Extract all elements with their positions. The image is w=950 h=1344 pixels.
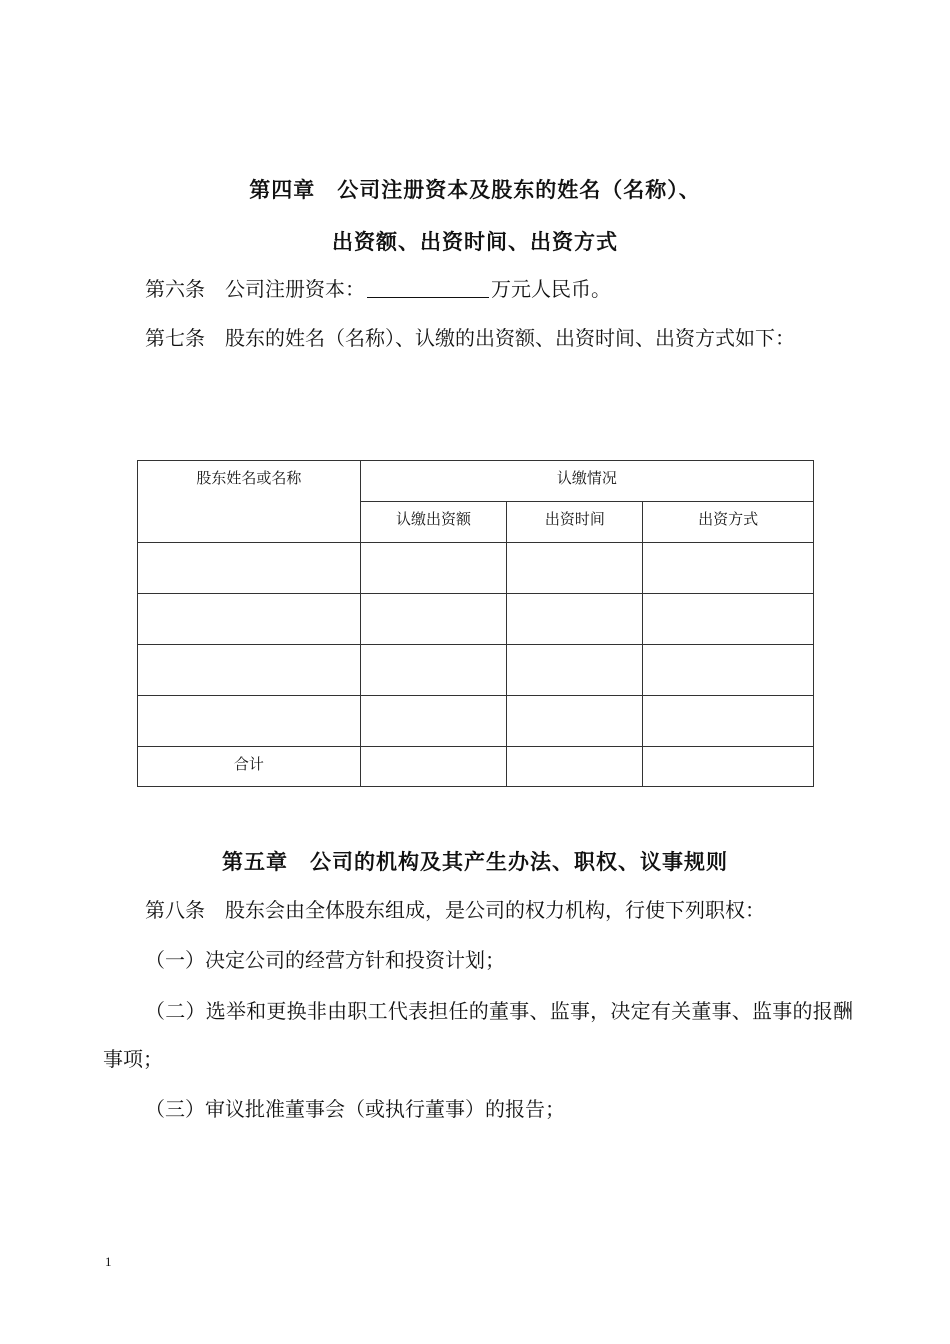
list-item: （二）选举和更换非由职工代表担任的董事、监事，决定有关董事、监事的报酬事项； xyxy=(103,999,853,1071)
table-cell xyxy=(507,645,643,696)
list-item: （一）决定公司的经营方针和投资计划； xyxy=(145,948,505,972)
table-cell xyxy=(643,747,814,787)
table-cell xyxy=(507,543,643,594)
registered-capital-blank xyxy=(367,279,489,298)
header-subscribed-amount: 认缴出资额 xyxy=(360,502,507,543)
article-6-label: 第六条 xyxy=(145,277,205,301)
capital-contribution-table xyxy=(137,460,814,787)
header-contribution-time: 出资时间 xyxy=(507,502,643,543)
chapter-5-title: 第五章 公司的机构及其产生办法、职权、议事规则 xyxy=(222,849,728,874)
table-cell xyxy=(138,594,361,645)
table-cell xyxy=(360,696,507,747)
list-item: （三）审议批准董事会（或执行董事）的报告； xyxy=(145,1097,565,1121)
table-cell xyxy=(360,645,507,696)
table-cell xyxy=(643,645,814,696)
table-row xyxy=(138,543,814,594)
table-row xyxy=(138,696,814,747)
article-7-label: 第七条 xyxy=(145,326,205,350)
table-row xyxy=(138,594,814,645)
table-cell xyxy=(643,543,814,594)
table-cell xyxy=(360,594,507,645)
header-shareholder: 股东姓名或名称 xyxy=(138,461,361,543)
table-cell xyxy=(138,645,361,696)
article-7 xyxy=(103,314,853,362)
header-contribution-method: 出资方式 xyxy=(643,502,814,543)
table-row xyxy=(138,645,814,696)
table-cell xyxy=(138,696,361,747)
total-label: 合计 xyxy=(138,747,361,787)
table-cell xyxy=(138,543,361,594)
header-subscription: 认缴情况 xyxy=(360,461,813,502)
table-total-row xyxy=(138,747,814,787)
table-cell xyxy=(507,594,643,645)
chapter-4-title-line-1: 第四章 公司注册资本及股东的姓名（名称）、 xyxy=(249,177,701,202)
article-6-text-before: 公司注册资本： xyxy=(225,277,365,301)
article-7-text: 股东的姓名（名称）、认缴的出资额、出资时间、出资方式如下： xyxy=(225,326,795,350)
article-6 xyxy=(103,265,853,313)
table-cell xyxy=(507,696,643,747)
article-8 xyxy=(103,886,853,934)
table-cell xyxy=(360,747,507,787)
article-8-text: 股东会由全体股东组成，是公司的权力机构，行使下列职权： xyxy=(225,898,765,922)
table-cell xyxy=(507,747,643,787)
page-number: 1 xyxy=(105,1254,112,1269)
chapter-4-title-line-2: 出资额、出资时间、出资方式 xyxy=(332,229,618,254)
table-header-row xyxy=(138,461,814,502)
table-cell xyxy=(643,696,814,747)
article-6-text-after: 万元人民币。 xyxy=(491,277,611,301)
article-8-label: 第八条 xyxy=(145,898,205,922)
table-cell xyxy=(643,594,814,645)
table-cell xyxy=(360,543,507,594)
